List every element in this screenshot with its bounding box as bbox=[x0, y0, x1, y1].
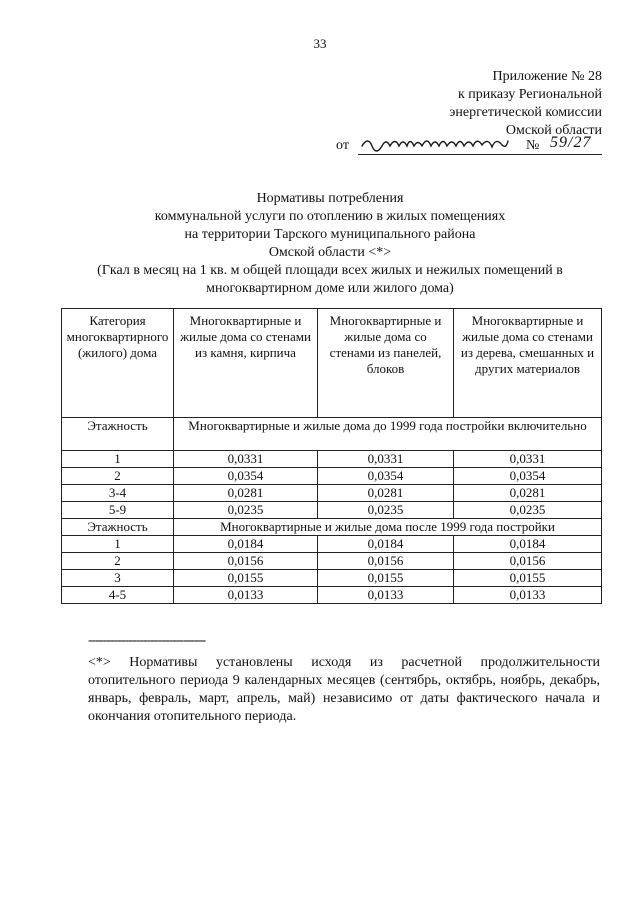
order-number-label: № bbox=[526, 138, 540, 153]
value-cell: 0,0235 bbox=[174, 502, 318, 519]
title-line-6: многоквартирном доме или жилого дома) bbox=[206, 281, 454, 296]
title-line-2: коммунальной услуги по отоплению в жилых помещениях bbox=[154, 209, 506, 224]
handwritten-date bbox=[358, 132, 528, 154]
table-row bbox=[62, 485, 602, 502]
value-cell: 0,0331 bbox=[174, 451, 318, 468]
value-cell: 0,0184 bbox=[174, 536, 318, 553]
floors-cell: 3 bbox=[62, 570, 174, 587]
value-cell: 0,0184 bbox=[318, 536, 454, 553]
title-line-4: Омской области <*> bbox=[268, 245, 392, 260]
value-cell: 0,0281 bbox=[174, 485, 318, 502]
table-row bbox=[62, 502, 602, 519]
table-row bbox=[62, 570, 602, 587]
norms-table bbox=[61, 308, 602, 604]
table-row bbox=[62, 468, 602, 485]
value-cell: 0,0354 bbox=[318, 468, 454, 485]
appendix-line-1: Приложение № 28 bbox=[492, 69, 602, 84]
table-row bbox=[62, 553, 602, 570]
floors-cell: 1 bbox=[62, 451, 174, 468]
value-cell: 0,0281 bbox=[318, 485, 454, 502]
value-cell: 0,0133 bbox=[318, 587, 454, 604]
value-cell: 0,0184 bbox=[454, 536, 602, 553]
value-cell: 0,0156 bbox=[174, 553, 318, 570]
title-line-5: (Гкал в месяц на 1 кв. м общей площади всех жилых и нежилых помещений в bbox=[97, 263, 563, 278]
footnote-text: <*> Нормативы установлены исходя из расчетной продолжительности отопительного периода 9 календарных месяцев (сентябрь, октябрь, ноябрь, декабрь, январь, февраль, март, апрель, май) независимо от даты фактического начала и окончания отопительного периода. bbox=[88, 655, 600, 724]
value-cell: 0,0156 bbox=[318, 553, 454, 570]
floors-cell: 2 bbox=[62, 553, 174, 570]
appendix-header bbox=[449, 68, 602, 140]
value-cell: 0,0331 bbox=[318, 451, 454, 468]
value-cell: 0,0354 bbox=[174, 468, 318, 485]
footnote-separator: -------------------------------- bbox=[88, 633, 206, 648]
value-cell: 0,0156 bbox=[454, 553, 602, 570]
value-cell: 0,0235 bbox=[454, 502, 602, 519]
floors-cell: 3-4 bbox=[62, 485, 174, 502]
title-line-3: на территории Тарского муниципального района bbox=[184, 227, 476, 242]
footnote bbox=[88, 632, 600, 726]
floors-cell: 2 bbox=[62, 468, 174, 485]
value-cell: 0,0155 bbox=[454, 570, 602, 587]
floors-cell: 1 bbox=[62, 536, 174, 553]
value-cell: 0,0235 bbox=[318, 502, 454, 519]
value-cell: 0,0155 bbox=[174, 570, 318, 587]
table-row bbox=[62, 451, 602, 468]
table-row bbox=[62, 536, 602, 553]
table-header-row bbox=[62, 309, 602, 418]
document-title bbox=[60, 190, 600, 298]
appendix-line-2: к приказу Региональной bbox=[457, 87, 602, 102]
header-panels-blocks: Многоквартирные и жилые дома со стенами из панелей, блоков bbox=[318, 309, 454, 418]
section-2-header bbox=[62, 519, 602, 536]
value-cell: 0,0331 bbox=[454, 451, 602, 468]
header-category: Категория многоквартирного (жилого) дома bbox=[62, 309, 174, 418]
order-from-label: от bbox=[336, 138, 349, 153]
order-number: 59/27 bbox=[550, 134, 592, 151]
signature-underline bbox=[358, 154, 602, 155]
value-cell: 0,0281 bbox=[454, 485, 602, 502]
value-cell: 0,0155 bbox=[318, 570, 454, 587]
appendix-line-3: энергетической комиссии bbox=[449, 105, 602, 120]
header-wood-mixed: Многоквартирные и жилые дома со стенами из дерева, смешанных и других материалов bbox=[454, 309, 602, 418]
value-cell: 0,0354 bbox=[454, 468, 602, 485]
value-cell: 0,0133 bbox=[454, 587, 602, 604]
title-line-1: Нормативы потребления bbox=[256, 191, 404, 206]
section-1-label: Этажность bbox=[62, 418, 174, 451]
section-1-header bbox=[62, 418, 602, 451]
page-number: 33 bbox=[313, 36, 327, 51]
section-1-title: Многоквартирные и жилые дома до 1999 года постройки включительно bbox=[174, 418, 602, 451]
appendix-line-4: Омской области bbox=[505, 123, 602, 138]
section-2-label: Этажность bbox=[62, 519, 174, 536]
section-2-title: Многоквартирные и жилые дома после 1999 года постройки bbox=[174, 519, 602, 536]
order-reference bbox=[336, 136, 602, 158]
table-row bbox=[62, 587, 602, 604]
floors-cell: 5-9 bbox=[62, 502, 174, 519]
header-stone-brick: Многоквартирные и жилые дома со стенами из камня, кирпича bbox=[174, 309, 318, 418]
floors-cell: 4-5 bbox=[62, 587, 174, 604]
value-cell: 0,0133 bbox=[174, 587, 318, 604]
